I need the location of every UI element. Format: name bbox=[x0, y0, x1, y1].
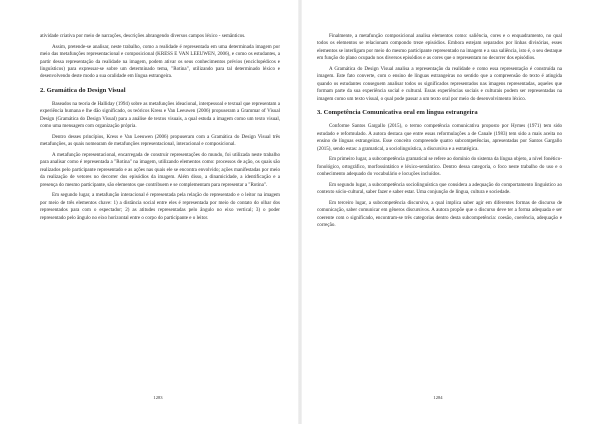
paragraph: Finalmente, a metafunção composicional analisa elementos como: saliência, cores e o enquadramento, no qual todos os elementos se relacionam compondo treze episódios. Embora estejam separados por linhas divisórias, esses elementos se interligam por meio do mesmo participante representado na imagem e a sua saliência, isto é, o seu destaque em função do plano ocupado nos diversos episódios e as cores que o representam no decorrer dos episódios. bbox=[317, 33, 562, 62]
section-heading: 3. Competência Comunicativa oral em língua estrangeira bbox=[317, 109, 478, 117]
paragraph: A metafunção representacional, encarregada de construir representações do mundo, foi utilizada neste trabalho para analisar como é representada a "Rotina" na imagem, utilizando elementos como: processos de ação, os quais são realizados pelo participante representado e as ações nas quais ele se encontra envolvido; ações manifestadas por meio da realização de vetores no decorrer dos episódios da imagem. Além disso, a dinamicidade, a identificação e a presença do mesmo participante, são elementos que contribuem e se complementam para representar a "Rotina". bbox=[40, 152, 280, 188]
page-number: 1283 bbox=[153, 395, 163, 400]
paragraph: Em segundo lugar, a metafunção interacional é representada pela relação do representado e o leitor na imagem por meio de três elementos chave: 1) a distância social entre eles é representada por meio do contato do olhar dos representados para com o espectador; 2) as atitudes representadas pelo ângulo no eixo vertical; 3) o poder representado pelo ângulo no eixo horizontal entre o corpo do participante e o leitor. bbox=[40, 192, 280, 221]
page-number: 1284 bbox=[433, 395, 443, 400]
paragraph: atividade criativa por meio de narrações, descrições abrangendo diversos campos léxico - semânticos. bbox=[40, 33, 246, 39]
right-page bbox=[300, 0, 600, 424]
section-heading: 2. Gramática do Design Visual bbox=[40, 86, 126, 94]
paragraph: Dentro desses princípios, Kress e Van Leeuwen (2006) propuseram com a Gramática do Design Visual três metafunções, as quais nomearam de metafunções representacional, interacional e composicional. bbox=[40, 133, 280, 148]
paragraph: Em terceiro lugar, a subcompetência discursiva, a qual implica saber agir em diferentes formas de discurso de comunicação, saber comunicar em gêneros discursivos. A autora propõe que o discurso deve ter a forma adequada e ser coerente com o significado, encontram-se três categorias dentro desta subcompetência: coesão, coerência, adequação e correção. bbox=[317, 199, 562, 229]
paragraph: Assim, pretende-se analisar, neste trabalho, como a realidade é representada em uma determinada imagem por meio das metafunções representacional e composicional (KRESS E VAN LEEUWEN, 2006), e como os estudantes, a partir dessa representação da realidade na imagem, podem ativar os seus conhecimentos prévios (enciclopédicos e linguísticos) para expressar-se sobre um determinado tema, "Rotina", utilizando para tal determinado léxico e desenvolvendo deste modo a sua oralidade em língua estrangeira. bbox=[40, 43, 280, 80]
paragraph: Em segundo lugar, a subcompetência sociolinguística que considera a adequação do comportamento linguístico ao contexto sócio-cultural, saber fazer e saber estar. Uma conjunção de língua, cultura e sociedade. bbox=[317, 181, 562, 196]
paragraph: A Gramática do Design Visual analisa a representação da realidade e como essa representação é construída na imagem. Este fato converte, com o ensino de línguas estrangeiras no sentido que a compreensão do texto é atingida quando os estudantes conseguem analisar todos os significados representados nas imagens representadas, aqueles que formam parte da sua experiência social e cultural. Essas experiências sociais e culturais podem ser representadas na imagem como um texto visual, o qual pode passar a um texto oral por meio do desenvolvimento léxico. bbox=[317, 66, 562, 102]
paragraph: Em primeiro lugar, a subcompetência gramatical se refere ao domínio do sistema da língua objeto, a nível fonético-fonológico, ortográfico, morfossintático e léxico-semântico. Dentro dessa categoria, o foco neste trabalho do uso e o conhecimento adequado do vocabulário e locuções incluídos. bbox=[317, 156, 562, 178]
paragraph: Baseados na teoria de Halliday (1994) sobre as metafunções ideacional, interpessoal e textual que representam a experiência humana e lhe dão significado, os teóricos Kress e Van Leeuwen (2006) propuseram a Grammar of Visual Design (Gramática do Design Visual) para a análise de textos visuais, a qual estuda a imagem como um texto visual, como uma mensagem com organização própria. bbox=[40, 100, 280, 130]
paragraph: Conforme Santos Gargallo (2015), o termo competência comunicativa proposto por Hymes (1971) tem sido estudado e reformulado. A autora destaca que entre essas reformulações a de Canale (1983) tem sido a mais aceita no ensino de línguas estrangeiras. Esse conceito compreende quatro subcompetências, apresentadas por Santos Gargallo (2015), sendo estas: a gramatical, a sociolinguística, a discursiva e a estratégica. bbox=[317, 123, 562, 152]
